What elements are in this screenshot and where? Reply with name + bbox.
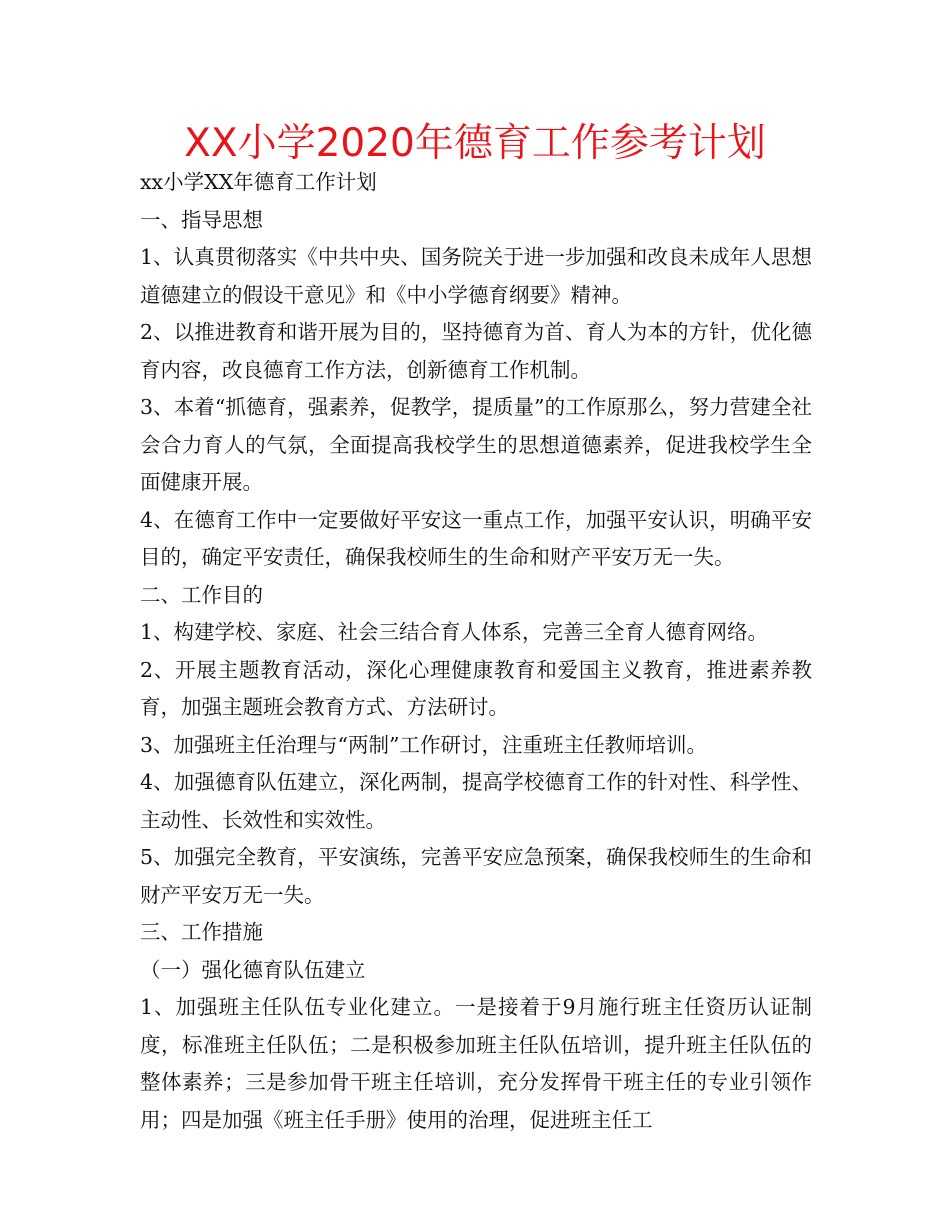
- section-heading-work-measures: 三、工作措施: [140, 920, 263, 944]
- section-heading-work-goals: 二、工作目的: [140, 582, 263, 607]
- document-body: [140, 164, 812, 1139]
- paragraph: 2、开展主题教育活动，深化心理健康教育和爱国主义教育，推进素养教育，加强主题班会教育方式、方法研讨。: [140, 657, 812, 719]
- document-title: XX小学2020年德育工作参考计划: [184, 121, 766, 166]
- paragraph: 4、加强德育队伍建立，深化两制，提高学校德育工作的针对性、科学性、主动性、长效性和实效性。: [140, 770, 812, 832]
- paragraph: 1、加强班主任队伍专业化建立。一是接着于9月施行班主任资历认证制度，标准班主任队伍；二是积极参加班主任队伍培训，提升班主任队伍的整体素养；三是参加骨干班主任培训，充分发挥骨干班主任的专业引领作用；四是加强《班主任手册》使用的治理，促进班主任工: [140, 995, 812, 1132]
- paragraph: 3、本着“抓德育，强素养，促教学，提质量”的工作原那么，努力营建全社会合力育人的气氛，全面提高我校学生的思想道德素养，促进我校学生全面健康开展。: [140, 395, 812, 494]
- paragraph: 1、认真贯彻落实《中共中央、国务院关于进一步加强和改良未成年人思想道德建立的假设干意见》和《中小学德育纲要》精神。: [140, 245, 812, 307]
- paragraph-subtitle: xx小学XX年德育工作计划: [140, 170, 377, 194]
- paragraph: 3、加强班主任治理与“两制”工作研讨，注重班主任教师培训。: [140, 732, 708, 757]
- paragraph: 4、在德育工作中一定要做好平安这一重点工作，加强平安认识，明确平安目的，确定平安责任，确保我校师生的生命和财产平安万无一失。: [140, 507, 812, 569]
- section-heading-guiding-ideology: 一、指导思想: [140, 207, 263, 232]
- subsection-heading: （一）强化德育队伍建立: [140, 957, 366, 982]
- paragraph: 2、以推进教育和谐开展为目的，坚持德育为首、育人为本的方针，优化德育内容，改良德育工作方法，创新德育工作机制。: [140, 320, 812, 382]
- paragraph: 1、构建学校、家庭、社会三结合育人体系，完善三全育人德育网络。: [140, 620, 769, 644]
- paragraph: 5、加强完全教育，平安演练，完善平安应急预案，确保我校师生的生命和财产平安万无一失。: [140, 845, 812, 907]
